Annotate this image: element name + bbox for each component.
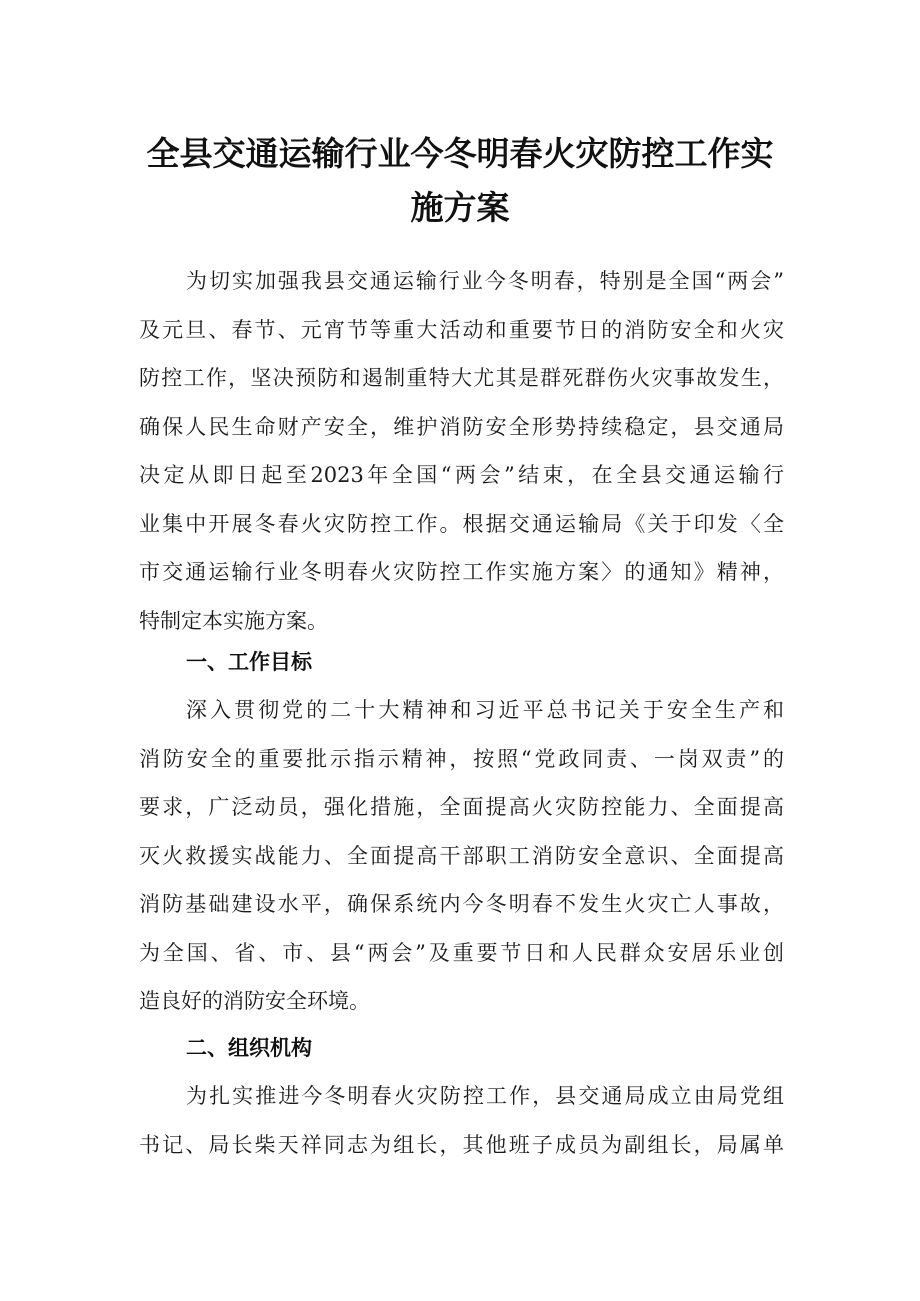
goals-paragraph — [139, 686, 784, 1026]
paragraph-line: 灭火救援实战能力、全面提高干部职工消防安全意识、全面提高 — [139, 843, 784, 868]
paragraph-line: 为扎实推进今冬明春火灾防控工作，县交通局成立由局党组 — [186, 1084, 784, 1108]
paragraph-line: 造良好的消防安全环境。 — [139, 989, 370, 1013]
paragraph-line: 为全国、省、市、县“两会”及重要节日和人民群众安居乐业创 — [139, 940, 784, 965]
paragraph-line: 防控工作，坚决预防和遏制重特大尤其是群死群伤火灾事故发生， — [139, 366, 784, 390]
section-heading-goals: 一、工作目标 — [186, 650, 312, 674]
document-title-line-1: 全县交通运输行业今冬明春火灾防控工作实 — [146, 134, 774, 173]
paragraph-line: 要求，广泛动员，强化措施，全面提高火灾防控能力、全面提高 — [139, 795, 784, 819]
intro-paragraph — [139, 257, 784, 645]
paragraph-line: 为切实加强我县交通运输行业今冬明春，特别是全国“两会” — [186, 269, 784, 293]
paragraph-line: 确保人民生命财产安全，维护消防安全形势持续稳定，县交通局 — [139, 414, 784, 439]
paragraph-line: 书记、局长柴天祥同志为组长，其他班子成员为副组长，局属单 — [139, 1132, 784, 1157]
paragraph-line: 及元旦、春节、元宵节等重大活动和重要节日的消防安全和火灾 — [139, 317, 784, 342]
paragraph-line: 市交通运输行业冬明春火灾防控工作实施方案〉的通知》精神， — [139, 560, 784, 584]
organization-paragraph — [139, 1072, 784, 1169]
paragraph-line: 业集中开展冬春火灾防控工作。根据交通运输局《关于印发〈全 — [139, 511, 784, 536]
section-heading-organization: 二、组织机构 — [186, 1036, 312, 1060]
paragraph-line: 消防基础建设水平，确保系统内今冬明春不发生火灾亡人事故， — [139, 892, 784, 916]
paragraph-line: 决定从即日起至2023年全国“两会”结束，在全县交通运输行 — [139, 463, 784, 487]
paragraph-line: 深入贯彻党的二十大精神和习近平总书记关于安全生产和 — [186, 698, 784, 722]
paragraph-line: 特制定本实施方案。 — [139, 608, 328, 633]
paragraph-line: 消防安全的重要批示指示精神，按照“党政同责、一岗双责”的 — [139, 746, 784, 771]
document-title-line-2: 施方案 — [410, 188, 510, 227]
